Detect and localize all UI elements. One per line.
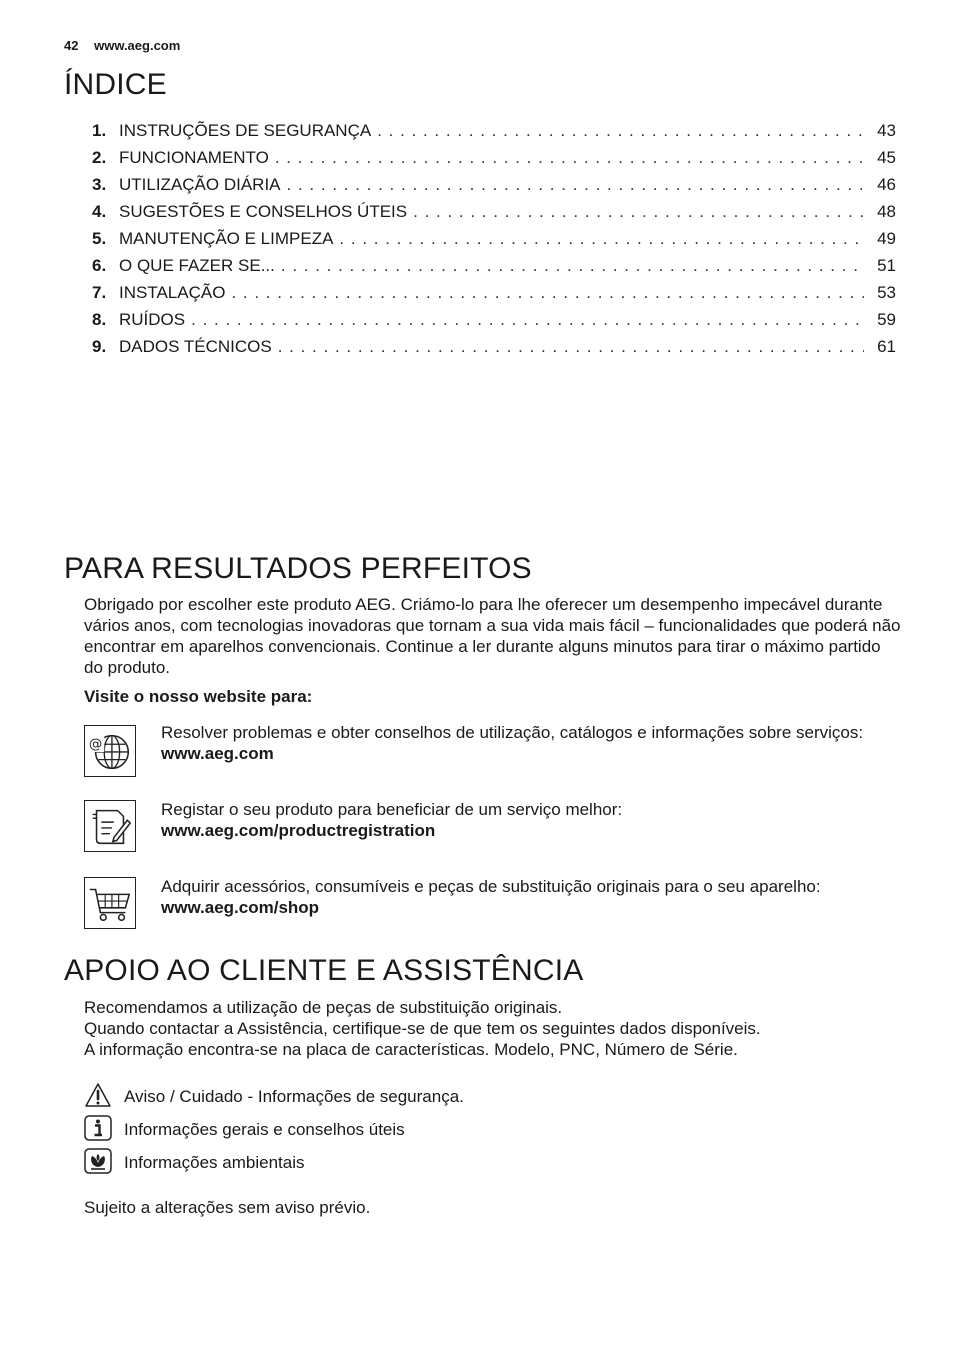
website-item-description: Resolver problemas e obter conselhos de utilização, catálogos e informações sobre serviços: <box>161 723 864 742</box>
toc-item-page: 61 <box>877 337 896 356</box>
website-item-description: Adquirir acessórios, consumíveis e peças de substituição originais para o seu aparelho: <box>161 877 821 896</box>
support-line: A informação encontra-se na placa de características. Modelo, PNC, Número de Série. <box>84 1040 738 1059</box>
legend-row-environment <box>84 1148 784 1176</box>
page-header <box>64 38 180 53</box>
toc-item[interactable] <box>92 175 896 202</box>
toc-item-number: 7. <box>92 283 107 302</box>
toc-leader-dots <box>278 337 864 357</box>
toc-item-number: 9. <box>92 337 107 356</box>
footnote: Sujeito a alterações sem aviso prévio. <box>84 1198 371 1217</box>
toc-item-number: 3. <box>92 175 107 194</box>
toc-item-number: 8. <box>92 310 107 329</box>
toc-title: ÍNDICE <box>64 68 167 101</box>
legend-row-info <box>84 1115 784 1143</box>
table-of-contents <box>92 121 896 364</box>
toc-item[interactable] <box>92 256 896 283</box>
environment-icon <box>84 1148 112 1174</box>
toc-leader-dots <box>275 148 864 168</box>
legend-text: Aviso / Cuidado - Informações de segurança. <box>124 1087 464 1106</box>
toc-item[interactable] <box>92 337 896 364</box>
toc-item-label: UTILIZAÇÃO DIÁRIA <box>119 175 281 194</box>
toc-item-number: 2. <box>92 148 107 167</box>
website-link-shop[interactable]: www.aeg.com/shop <box>161 898 320 917</box>
legend-text: Informações ambientais <box>124 1153 305 1172</box>
header-site-link[interactable]: www.aeg.com <box>94 38 181 53</box>
intro-paragraph: Obrigado por escolher este produto AEG. Criámo-lo para lhe oferecer um desempenho impecável durante vários anos, com tecnologias inovadoras que tornam a sua vida mais fácil – funcionalidades que poderá não encontrar em aparelhos convencionais. Continue a ler durante alguns minutos para tirar o máximo partido do produto. <box>84 595 901 677</box>
toc-item-page: 43 <box>877 121 896 140</box>
toc-item-label: INSTALAÇÃO <box>119 283 226 302</box>
toc-item-page: 53 <box>877 283 896 302</box>
page-number: 42 <box>64 38 79 53</box>
website-link-registration[interactable]: www.aeg.com/productregistration <box>161 821 436 840</box>
website-item-text <box>161 799 881 841</box>
toc-item-label: DADOS TÉCNICOS <box>119 337 272 356</box>
support-title: APOIO AO CLIENTE E ASSISTÊNCIA <box>64 954 584 987</box>
globe-icon <box>84 725 136 777</box>
toc-item-page: 48 <box>877 202 896 221</box>
toc-item-number: 5. <box>92 229 107 248</box>
support-line: Recomendamos a utilização de peças de substituição originais. <box>84 998 563 1017</box>
registration-icon <box>84 800 136 852</box>
toc-item-label: RUÍDOS <box>119 310 186 329</box>
toc-item-number: 4. <box>92 202 107 221</box>
toc-leader-dots <box>231 283 864 303</box>
toc-leader-dots <box>377 121 864 141</box>
toc-item[interactable] <box>92 148 896 175</box>
shopping-cart-icon <box>84 877 136 929</box>
website-link-main[interactable]: www.aeg.com <box>161 744 274 763</box>
perfect-results-title: PARA RESULTADOS PERFEITOS <box>64 552 532 585</box>
toc-leader-dots <box>287 175 864 195</box>
toc-leader-dots <box>339 229 864 249</box>
toc-leader-dots <box>281 256 864 276</box>
svg-text:@: @ <box>88 737 103 753</box>
toc-item-page: 49 <box>877 229 896 248</box>
toc-item-number: 1. <box>92 121 107 140</box>
toc-item[interactable] <box>92 202 896 229</box>
toc-item[interactable] <box>92 121 896 148</box>
toc-leader-dots <box>191 310 864 330</box>
toc-item-label: FUNCIONAMENTO <box>119 148 269 167</box>
website-item-text <box>161 722 881 764</box>
support-line: Quando contactar a Assistência, certifique-se de que tem os seguintes dados disponíveis. <box>84 1019 761 1038</box>
toc-item[interactable] <box>92 310 896 337</box>
info-icon <box>84 1115 112 1141</box>
website-item-text <box>161 876 881 918</box>
toc-item-page: 46 <box>877 175 896 194</box>
toc-item-label: MANUTENÇÃO E LIMPEZA <box>119 229 334 248</box>
toc-item-label: SUGESTÕES E CONSELHOS ÚTEIS <box>119 202 408 221</box>
toc-item-page: 45 <box>877 148 896 167</box>
toc-item-page: 59 <box>877 310 896 329</box>
legend-text: Informações gerais e conselhos úteis <box>124 1120 405 1139</box>
toc-item-number: 6. <box>92 256 107 275</box>
toc-item[interactable] <box>92 283 896 310</box>
support-paragraph <box>84 997 904 1060</box>
toc-item-page: 51 <box>877 256 896 275</box>
toc-item-label: O QUE FAZER SE... <box>119 256 275 275</box>
toc-leader-dots <box>413 202 864 222</box>
visit-label: Visite o nosso website para: <box>84 687 313 706</box>
legend-row-warning <box>84 1082 784 1110</box>
website-item-description: Registar o seu produto para beneficiar de um serviço melhor: <box>161 800 623 819</box>
toc-item-label: INSTRUÇÕES DE SEGURANÇA <box>119 121 372 140</box>
toc-item[interactable] <box>92 229 896 256</box>
warning-icon <box>84 1082 112 1108</box>
